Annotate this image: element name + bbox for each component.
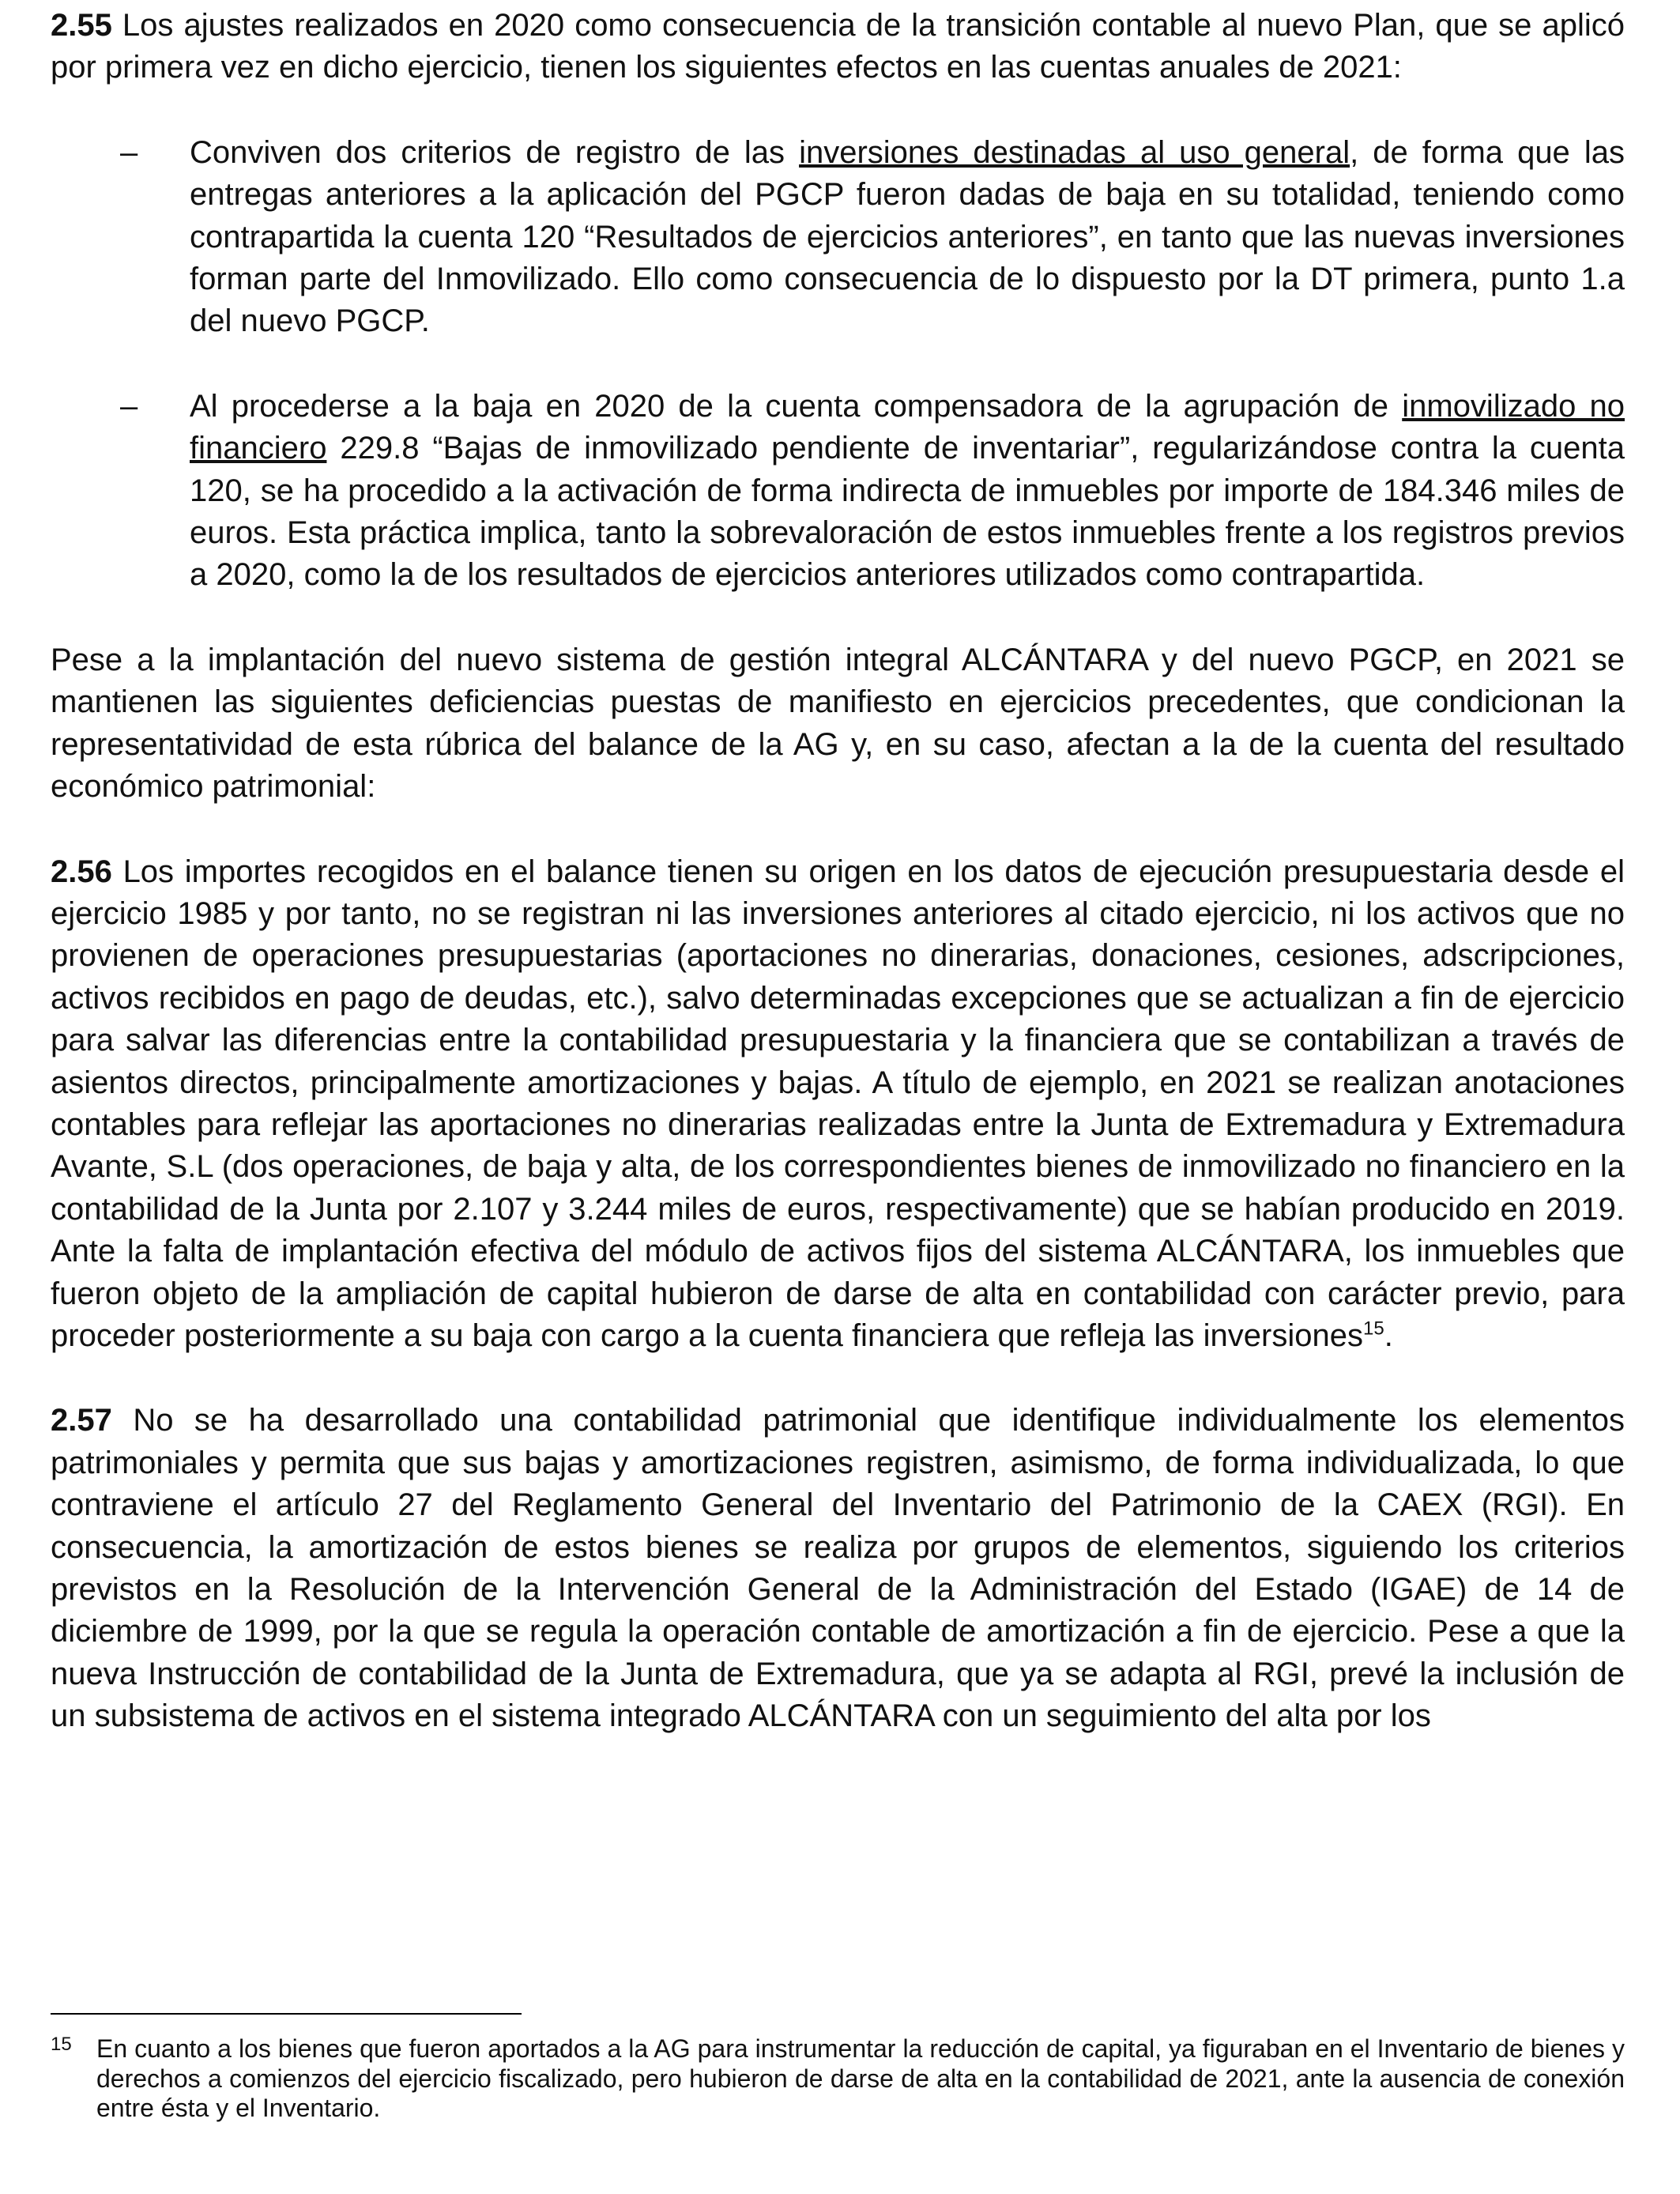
bullet-list <box>51 132 1625 597</box>
footnote-reference[interactable]: 15 <box>1362 1318 1384 1340</box>
footnote-text: En cuanto a los bienes que fueron aportados a la AG para instrumentar la reducción de capital, ya figuraban en el Inventario de bienes y derechos a comienzos del ejercicio fiscalizado, pero hubieron de darse de alta en la contabilidad de 2021, ante la ausencia de conexión entre ésta y el Inventario. <box>96 2034 1625 2122</box>
paragraph-text: No se ha desarrollado una contabilidad patrimonial que identifique individualmente los elementos patrimoniales y permita que sus bajas y amortizaciones registren, asimismo, de forma individualizada, lo que contraviene el artículo 27 del Reglamento General del Inventario del Patrimonio de la CAEX (RGI). En consecuencia, la amortización de estos bienes se realiza por grupos de elementos, siguiendo los criterios previstos en la Resolución de la Intervención General de la Administración del Estado (IGAE) de 14 de diciembre de 1999, por la que se regula la operación contable de amortización a fin de ejercicio. Pese a que la nueva Instrucción de contabilidad de la Junta de Extremadura, que ya se adapta al RGI, prevé la inclusión de un subsistema de activos en el sistema integrado ALCÁNTARA con un seguimiento del alta por los <box>51 1403 1625 1734</box>
underlined-term: inversiones destinadas al uso general <box>799 134 1350 170</box>
paragraph-text: Los importes recogidos en el balance tienen su origen en los datos de ejecución presupuestaria desde el ejercicio 1985 y por tanto, no se registran ni las inversiones anteriores al citado ejercicio, ni los activos que no provienen de operaciones presupuestarias (aportaciones no dinerarias, donaciones, cesiones, adscripciones, activos recibidos en pago de deudas, etc.), salvo determinadas excepciones que se actualizan a fin de ejercicio para salvar las diferencias entre la contabilidad presupuestaria y la financiera que se contabilizan a través de asientos directos, principalmente amortizaciones y bajas. A título de ejemplo, en 2021 se realizan anotaciones contables para reflejar las aportaciones no dinerarias realizadas entre la Junta de Extremadura y Extremadura Avante, S.L (dos operaciones, de baja y alta, de los correspondientes bienes de inmovilizado no financiero en la contabilidad de la Junta por 2.107 y 3.244 miles de euros, respectivamente) que se habían producido en 2019. Ante la falta de implantación efectiva del módulo de activos fijos del sistema ALCÁNTARA, los inmuebles que fueron objeto de la ampliación de capital hubieron de darse de alta en contabilidad con carácter previo, para proceder posteriormente a su baja con cargo a la cuenta financiera que refleja las inversiones <box>51 854 1625 1353</box>
dash-bullet-icon: – <box>120 388 138 424</box>
document-body <box>51 5 1625 1738</box>
paragraph-2-57 <box>51 1400 1625 1737</box>
footnote-mark: 15 <box>51 2034 72 2055</box>
bullet-text: , de forma que las entregas anteriores a la aplicación del PGCP fueron dadas de baja en su totalidad, teniendo como contrapartida la cuenta 120 “Resultados de ejercicios anteriores”, en tanto que las nuevas inversiones forman parte del Inmovilizado. Ello como consecuencia de lo dispuesto por la DT primera, punto 1.a del nuevo PGCP. <box>190 134 1625 339</box>
paragraph-number: 2.57 <box>51 1403 112 1438</box>
bullet-item <box>51 132 1625 343</box>
underlined-term: inmovilizado no financiero <box>190 388 1625 466</box>
bullet-item <box>51 386 1625 597</box>
dash-bullet-icon: – <box>120 134 138 170</box>
footnote <box>51 2034 1625 2124</box>
footnote-separator <box>51 2013 522 2015</box>
intro-paragraph: Pese a la implantación del nuevo sistema de gestión integral ALCÁNTARA y del nuevo PGCP, en 2021 se mantienen las siguientes deficiencias puestas de manifiesto en ejercicios precedentes, que condicionan la representatividad de esta rúbrica del balance de la AG y, en su caso, afectan a la de la cuenta del resultado económico patrimonial: <box>51 642 1625 805</box>
bullet-text: 229.8 “Bajas de inmovilizado pendiente de inventariar”, regularizándose contra la cuenta 120, se ha procedido a la activación de forma indirecta de inmuebles por importe de 184.346 miles de euros. Esta práctica implica, tanto la sobrevaloración de estos inmuebles frente a los registros previos a 2020, como la de los resultados de ejercicios anteriores utilizados como contrapartida. <box>190 431 1625 593</box>
paragraph-number: 2.56 <box>51 854 112 889</box>
paragraph-2-56: 2.56 Los importes recogidos en el balance tienen su origen en los datos de ejecución presupuestaria desde el ejercicio 1985 y por tanto, no se registran ni las inversiones anteriores al citado ejercicio, ni los activos que no provienen de operaciones presupuestarias (aportaciones no dinerarias, donaciones, cesiones, adscripciones, activos recibidos en pago de deudas, etc.), salvo determinadas excepciones que se actualizan a fin de ejercicio para salvar las diferencias entre la contabilidad presupuestaria y la financiera que se contabilizan a través de asientos directos, principalmente amortizaciones y bajas. A título de ejemplo, en 2021 se realizan anotaciones contables para reflejar las aportaciones no dinerarias realizadas entre la Junta de Extremadura y Extremadura Avante, S.L (dos operaciones, de baja y alta, de los correspondientes bienes de inmovilizado no financiero en la contabilidad de la Junta por 2.107 y 3.244 miles de euros, respectivamente) que se habían producido en 2019. Ante la falta de implantación efectiva del módulo de activos fijos del sistema ALCÁNTARA, los inmuebles que fueron objeto de la ampliación de capital hubieron de darse de alta en contabilidad con carácter previo, para proceder posteriormente a su baja con cargo a la cuenta financiera que refleja las inversiones$^{15}$. <box>51 854 1625 1353</box>
paragraph-2-55 <box>51 5 1625 89</box>
paragraph-text: Los ajustes realizados en 2020 como consecuencia de la transición contable al nuevo Plan, que se aplicó por primera vez en dicho ejercicio, tienen los siguientes efectos en las cuentas anuales de 2021: <box>51 8 1625 85</box>
bullet-text: Al procederse a la baja en 2020 de la cuenta compensadora de la agrupación de <box>190 388 1403 424</box>
paragraph-number: 2.55 <box>51 8 112 43</box>
bullet-text: Conviven dos criterios de registro de las <box>190 134 800 170</box>
